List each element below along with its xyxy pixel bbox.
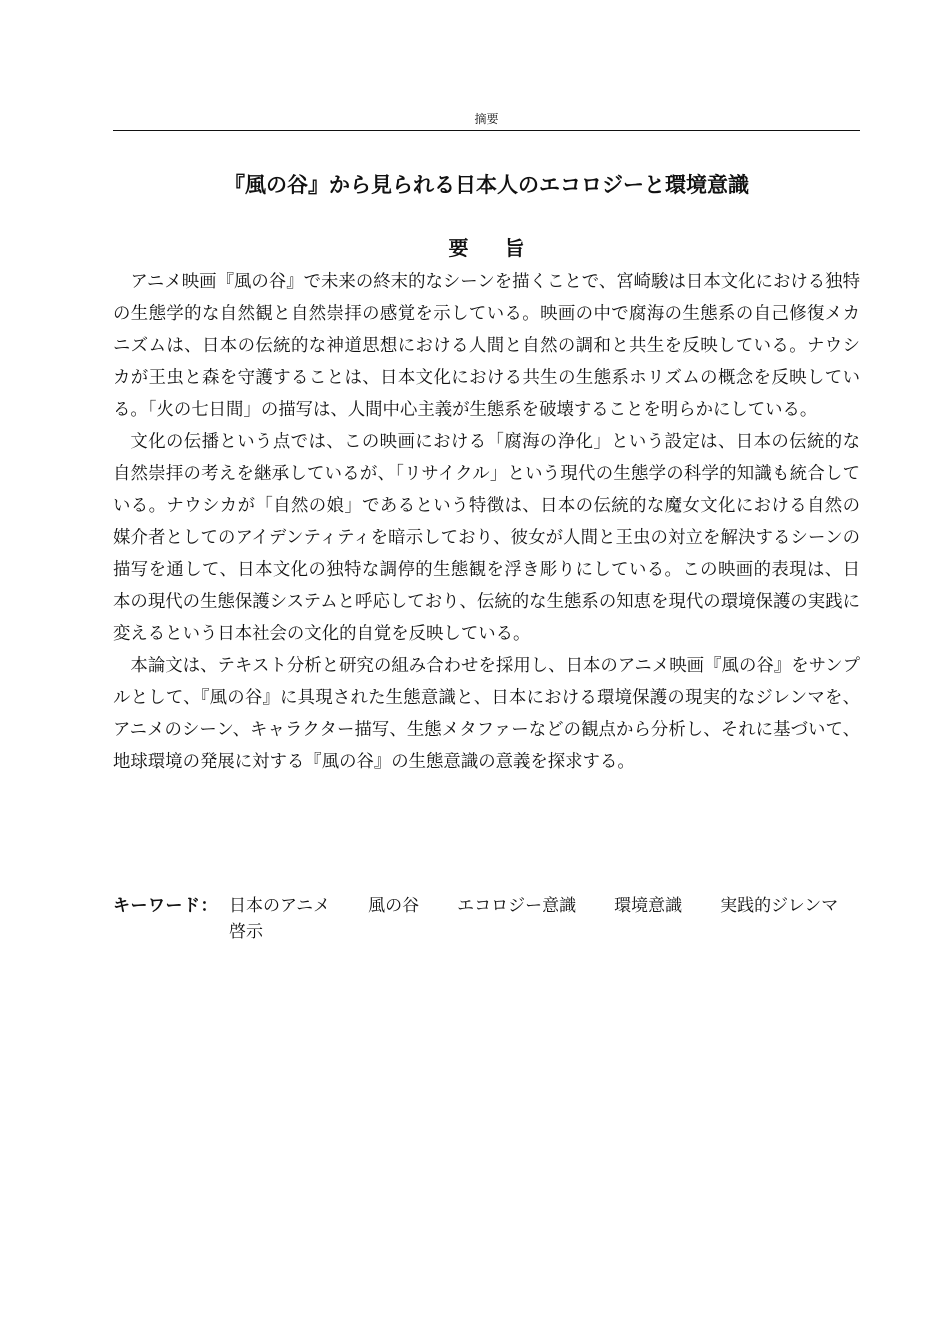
keyword-item: 日本のアニメ <box>229 896 331 916</box>
keyword-item: エコロジー意識 <box>457 896 577 916</box>
keyword-item: 実践的ジレンマ <box>720 896 839 916</box>
keywords-section <box>113 893 860 945</box>
keyword-item: 環境意識 <box>614 896 683 916</box>
abstract-paragraph-2: 文化の伝播という点では、この映画における「腐海の浄化」という設定は、日本の伝統的な自然崇拝の考えを継承しているが、「リサイクル」という現代の生態学の科学的知識も統合している。ナウシカが「自然の娘」であるという特徴は、日本の伝統的な魔女文化における自然の媒介者としてのアイデンティティを暗示しており、彼女が人間と王虫の対立を解決するシーンの描写を通して、日本文化の独特な調停的生態観を浮き彫りにしている。この映画的表現は、日本の現代の生態保護システムと呼応しており、伝統的な生態系の知恵を現代の環境保護の実践に変えるという日本社会の文化的自覚を反映している。 <box>113 432 860 644</box>
header-rule <box>113 130 860 131</box>
running-header: 摘要 <box>474 112 499 126</box>
keywords-list <box>229 893 860 945</box>
abstract-heading: 要旨 <box>448 236 561 260</box>
keyword-item: 啓示 <box>229 922 263 942</box>
abstract-paragraph-1: アニメ映画『風の谷』で未来の終末的なシーンを描くことで、宮崎駿は日本文化における独特の生態学的な自然観と自然崇拝の感覚を示している。映画の中で腐海の生態系の自己修復メカニズムは、日本の伝統的な神道思想における人間と自然の調和と共生を反映している。ナウシカが王虫と森を守護することは、日本文化における共生の生態系ホリズムの概念を反映している。「火の七日間」の描写は、人間中心主義が生態系を破壊することを明らかにしている。 <box>113 272 860 420</box>
keywords-label: キーワード： <box>113 896 218 916</box>
paper-title: 『風の谷』から見られる日本人のエコロジーと環境意識 <box>224 173 749 197</box>
abstract-body <box>113 266 860 778</box>
abstract-paragraph-3: 本論文は、テキスト分析と研究の組み合わせを採用し、日本のアニメ映画『風の谷』をサンプルとして、『風の谷』に具現された生態意識と、日本における環境保護の現実的なジレンマを、アニメのシーン、キャラクター描写、生態メタファーなどの観点から分析し、それに基づいて、地球環境の発展に対する『風の谷』の生態意識の意義を探求する。 <box>113 656 860 772</box>
keyword-item: 風の谷 <box>368 896 420 916</box>
